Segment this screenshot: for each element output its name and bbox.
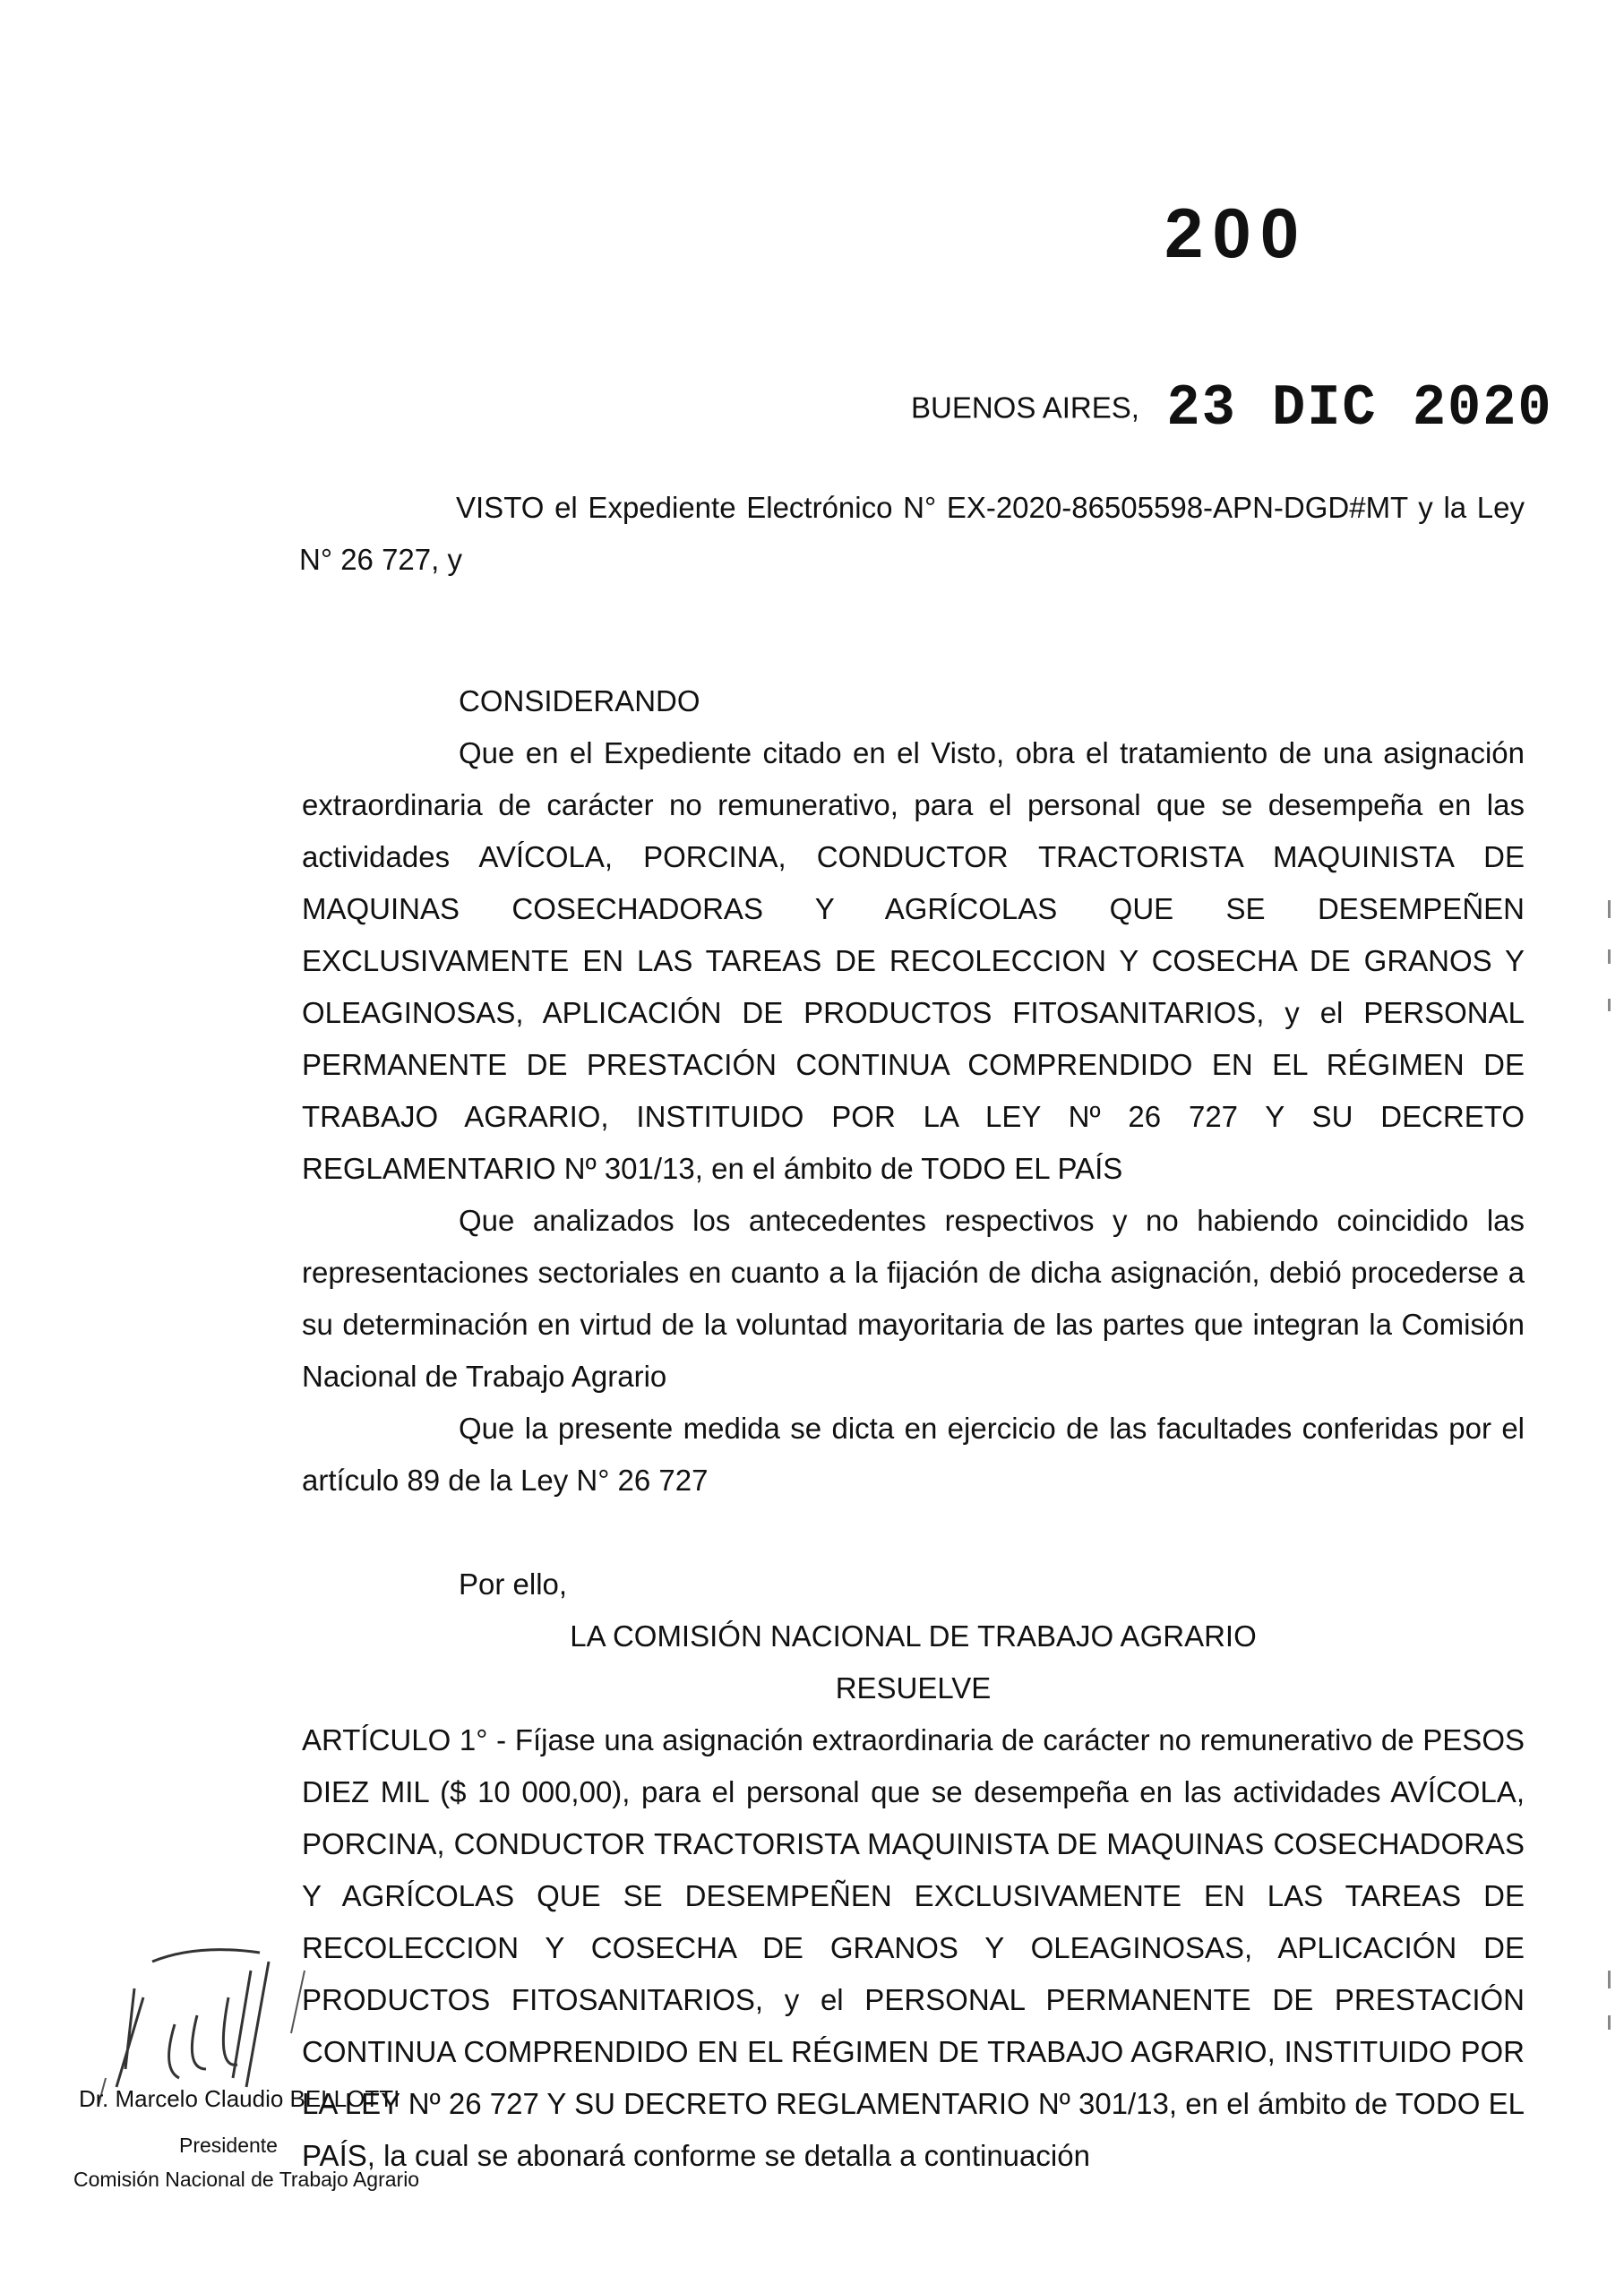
date-label: BUENOS AIRES, xyxy=(911,391,1139,425)
margin-mark xyxy=(1608,1971,1611,1988)
por-ello: Por ello, xyxy=(459,1567,568,1601)
margin-mark xyxy=(1608,949,1611,964)
document-body xyxy=(299,482,1525,2182)
signature-block xyxy=(18,1935,484,2293)
resolving-authority: LA COMISIÓN NACIONAL DE TRABAJO AGRARIO xyxy=(570,1619,1257,1653)
margin-mark xyxy=(1608,900,1611,918)
considerando-paragraph-1: Que en el Expediente citado en el Visto, obra el tratamiento de una asignación extraordinaria de carácter no remunerativo, para el personal que se desempeña en las actividades AVÍCOLA, PORCINA, CONDUCTOR TRACTORISTA MAQUINISTA DE MAQUINAS COSECHADORAS Y AGRÍCOLAS QUE SE DESEMPEÑEN EXCLUSIVAMENTE EN LAS TAREAS DE RECOLECCION Y COSECHA DE GRANOS Y OLEAGINOSAS, APLICACIÓN DE PRODUCTOS FITOSANITARIOS, y el PERSONAL PERMANENTE DE PRESTACIÓN CONTINUA COMPRENDIDO EN EL RÉGIMEN DE TRABAJO AGRARIO, INSTITUIDO POR LA LEY Nº 26 727 Y SU DECRETO REGLAMENTARIO Nº 301/13, en el ámbito de TODO EL PAÍS xyxy=(302,736,1525,1185)
resuelve-heading: RESUELVE xyxy=(835,1671,992,1705)
article-1: ARTÍCULO 1° - Fíjase una asignación extraordinaria de carácter no remunerativo de PESOS DIEZ MIL ($ 10 000,00), para el personal que se desempeña en las actividades AVÍCOLA, PORCINA, CONDUCTOR TRACTORISTA MAQUINISTA DE MAQUINAS COSECHADORAS Y AGRÍCOLAS QUE SE DESEMPEÑEN EXCLUSIVAMENTE EN LAS TAREAS DE RECOLECCION Y COSECHA DE GRANOS Y OLEAGINOSAS, APLICACIÓN DE PRODUCTOS FITOSANITARIOS, y el PERSONAL PERMANENTE DE PRESTACIÓN CONTINUA COMPRENDIDO EN EL RÉGIMEN DE TRABAJO AGRARIO, INSTITUIDO POR LA LEY Nº 26 727 Y SU DECRETO REGLAMENTARIO Nº 301/13, en el ámbito de TODO EL PAÍS, la cual se abonará conforme se detalla a continuación xyxy=(302,1723,1525,2172)
signer-role: Presidente xyxy=(179,2134,278,2157)
considerando-paragraph-3: Que la presente medida se dicta en ejercicio de las facultades conferidas por el artículo 89 de la Ley N° 26 727 xyxy=(302,1412,1525,1497)
margin-mark xyxy=(1608,999,1611,1011)
signer-organization: Comisión Nacional de Trabajo Agrario xyxy=(73,2168,420,2191)
date-stamp: 23 DIC 2020 xyxy=(1166,374,1553,442)
resolution-number: 200 xyxy=(1164,193,1309,272)
considerando-heading: CONSIDERANDO xyxy=(459,684,700,717)
visto-paragraph: VISTO el Expediente Electrónico N° EX-2020-86505598-APN-DGD#MT y la Ley N° 26 727, y xyxy=(299,491,1525,576)
margin-mark xyxy=(1608,2015,1611,2030)
date-line xyxy=(911,376,1553,440)
considerando-paragraph-2: Que analizados los antecedentes respectivos y no habiendo coincidido las representaciones sectoriales en cuanto a la fijación de dicha asignación, debió procederse a su determinación en virtud de la voluntad mayoritaria de las partes que integran la Comisión Nacional de Trabajo Agrario xyxy=(302,1204,1525,1393)
signer-name: Dr. Marcelo Claudio BELLOTTI xyxy=(79,2085,400,2112)
